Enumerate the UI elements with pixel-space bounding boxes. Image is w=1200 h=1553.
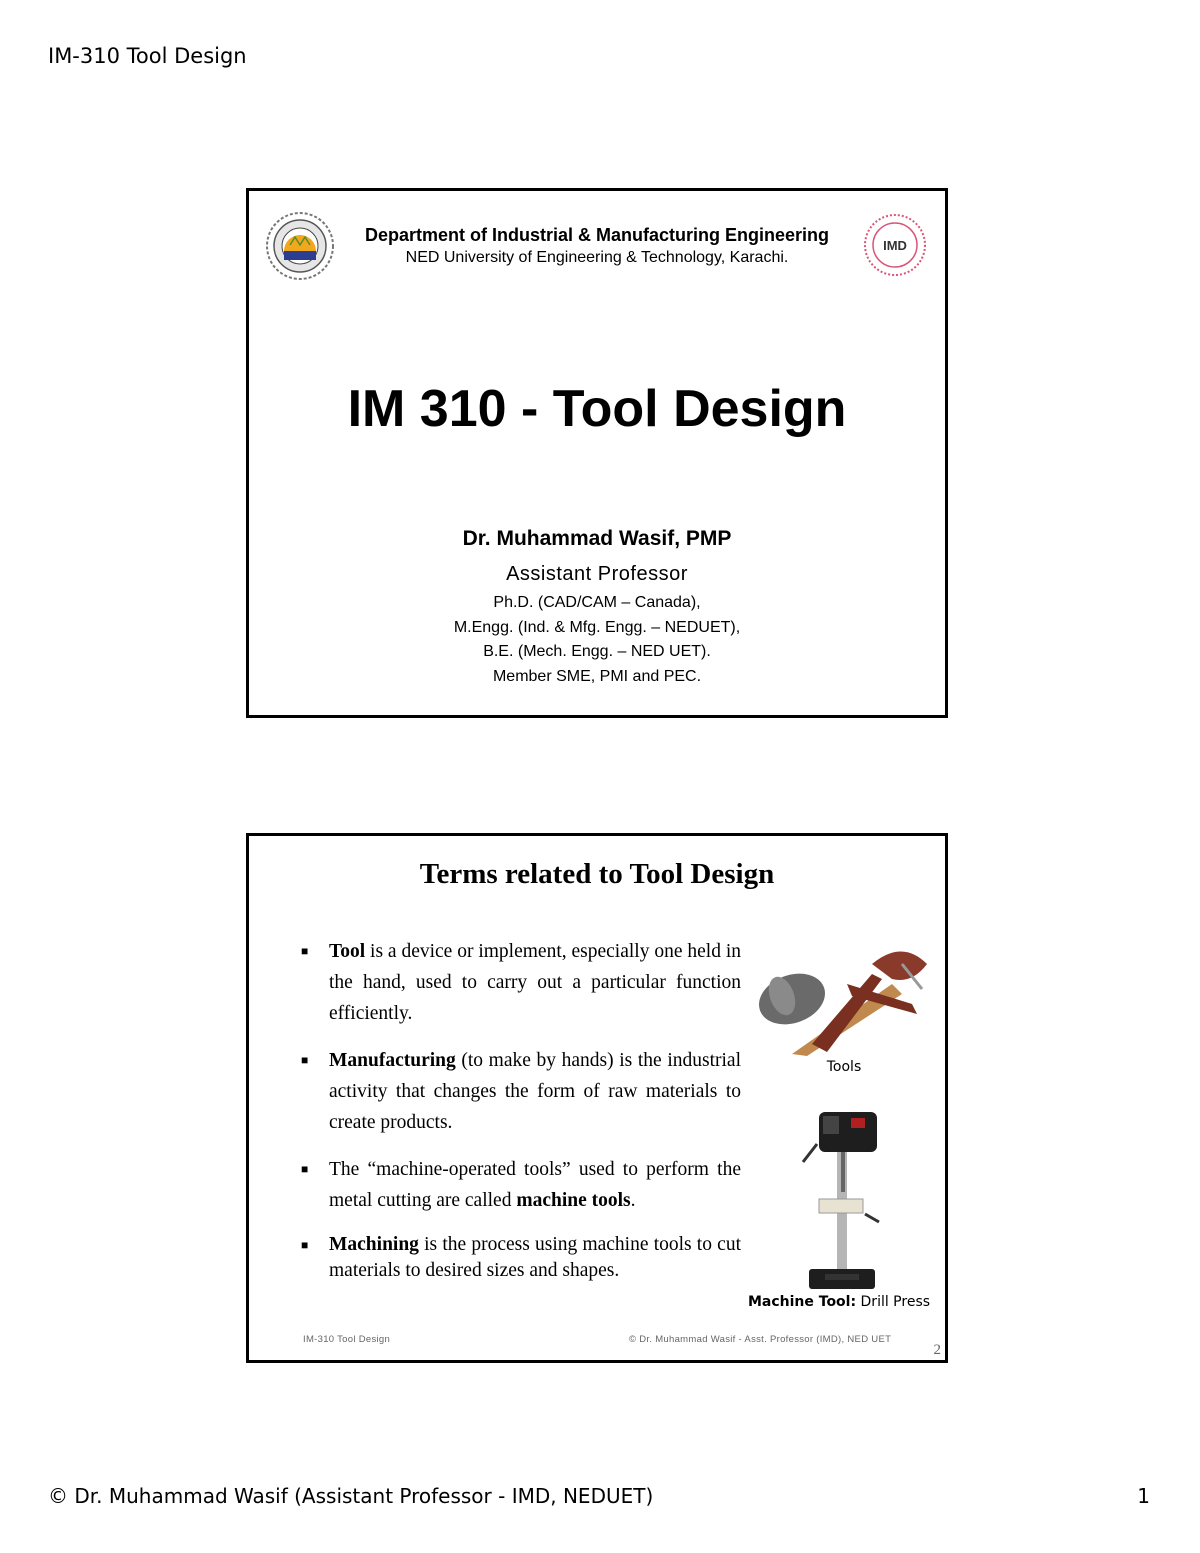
list-item: ■ Tool is a device or implement, especially one held in the hand, used to carry out a particular function efficiently. [301,936,741,1029]
presenter-role: Assistant Professor [506,563,688,585]
list-item: ■ The “machine-operated tools” used to perform the metal cutting are called machine tools. [301,1154,741,1216]
slide-footer-left: IM-310 Tool Design [303,1334,391,1345]
drill-press-photo [789,1104,899,1294]
term-bold: Tool [329,941,366,962]
imd-logo-text: IMD [883,238,907,253]
credential-line: B.E. (Mech. Engg. – NED UET). [483,643,711,660]
terms-slide [246,833,948,1363]
course-title: IM 310 - Tool Design [347,380,847,438]
page-number: 1 [1137,1484,1150,1508]
bullet-icon: ■ [301,944,309,958]
list-item: ■ Machining is the process using machine tools to cut materials to desired sizes and shapes. [301,1234,741,1281]
slide-title: Terms related to Tool Design [419,858,775,890]
list-item: ■ Manufacturing (to make by hands) is the industrial activity that changes the form of raw materials to create products. [301,1045,741,1138]
presenter-credentials [249,591,945,689]
drill-press-caption: Machine Tool: Drill Press [747,1294,931,1310]
department-name: Department of Industrial & Manufacturing Engineering [364,225,830,245]
tools-photo [752,944,938,1056]
presenter-name: Dr. Muhammad Wasif, PMP [462,527,732,550]
page-footer: © Dr. Muhammad Wasif (Assistant Professor - IMD, NEDUET) [48,1484,654,1508]
page-header: IM-310 Tool Design [48,44,247,68]
title-slide [246,188,948,718]
term-bold: machine tools [516,1190,631,1211]
credential-line: M.Engg. (Ind. & Mfg. Engg. – NEDUET), [453,618,741,636]
imd-logo [863,213,927,277]
term-bold: Manufacturing [329,1050,456,1071]
credential-line: Member SME, PMI and PEC. [492,667,702,685]
terms-list [301,936,741,1300]
credential-line: Ph.D. (CAD/CAM – Canada), [493,594,701,611]
tools-caption: Tools [826,1059,862,1075]
bullet-icon: ■ [301,1053,309,1067]
university-name: NED University of Engineering & Technology, Karachi. [405,249,789,266]
slide-number: 2 [933,1342,941,1358]
ned-university-logo [265,211,335,281]
slide-footer-right: © Dr. Muhammad Wasif - Asst. Professor (IMD), NED UET [629,1334,892,1345]
bullet-icon: ■ [301,1238,309,1252]
bullet-icon: ■ [301,1162,309,1176]
term-bold: Machining [329,1234,419,1255]
